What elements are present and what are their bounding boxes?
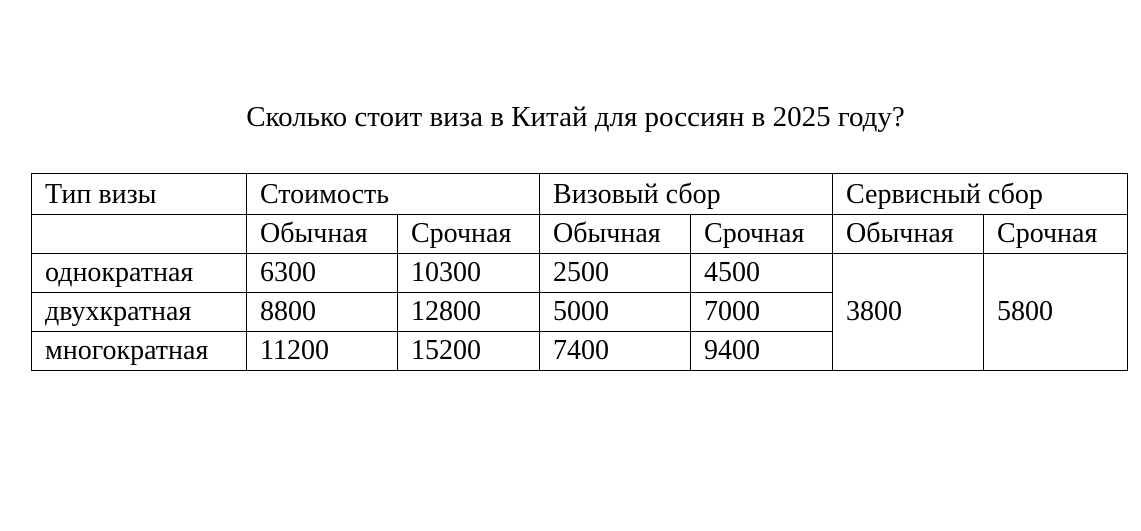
subheader-visa-fee-urgent: Срочная bbox=[691, 215, 833, 254]
table-subheader-row bbox=[32, 215, 1128, 254]
page-title: Сколько стоит виза в Китай для россиян в 2025 году? bbox=[246, 101, 905, 133]
service-fee-urgent-value: 5800 bbox=[984, 254, 1128, 371]
row-visa-fee-regular: 2500 bbox=[540, 254, 691, 293]
service-fee-regular-value: 3800 bbox=[833, 254, 984, 371]
row-cost-regular: 6300 bbox=[247, 254, 398, 293]
table-row bbox=[32, 254, 1128, 293]
row-cost-urgent: 12800 bbox=[398, 293, 540, 332]
header-cost: Стоимость bbox=[247, 174, 540, 215]
row-visa-fee-urgent: 9400 bbox=[691, 332, 833, 371]
subheader-cost-regular: Обычная bbox=[247, 215, 398, 254]
row-visa-fee-urgent: 4500 bbox=[691, 254, 833, 293]
header-visa-type: Тип визы bbox=[32, 174, 247, 215]
row-cost-regular: 8800 bbox=[247, 293, 398, 332]
row-visa-fee-urgent: 7000 bbox=[691, 293, 833, 332]
subheader-service-fee-urgent: Срочная bbox=[984, 215, 1128, 254]
header-service-fee: Сервисный сбор bbox=[833, 174, 1128, 215]
row-cost-regular: 11200 bbox=[247, 332, 398, 371]
subheader-empty bbox=[32, 215, 247, 254]
visa-cost-table bbox=[31, 173, 1128, 371]
row-cost-urgent: 15200 bbox=[398, 332, 540, 371]
subheader-service-fee-regular: Обычная bbox=[833, 215, 984, 254]
table-header-row bbox=[32, 174, 1128, 215]
row-cost-urgent: 10300 bbox=[398, 254, 540, 293]
row-visa-type: однократная bbox=[32, 254, 247, 293]
row-visa-fee-regular: 7400 bbox=[540, 332, 691, 371]
row-visa-type: многократная bbox=[32, 332, 247, 371]
row-visa-fee-regular: 5000 bbox=[540, 293, 691, 332]
row-visa-type: двухкратная bbox=[32, 293, 247, 332]
subheader-visa-fee-regular: Обычная bbox=[540, 215, 691, 254]
header-visa-fee: Визовый сбор bbox=[540, 174, 833, 215]
subheader-cost-urgent: Срочная bbox=[398, 215, 540, 254]
